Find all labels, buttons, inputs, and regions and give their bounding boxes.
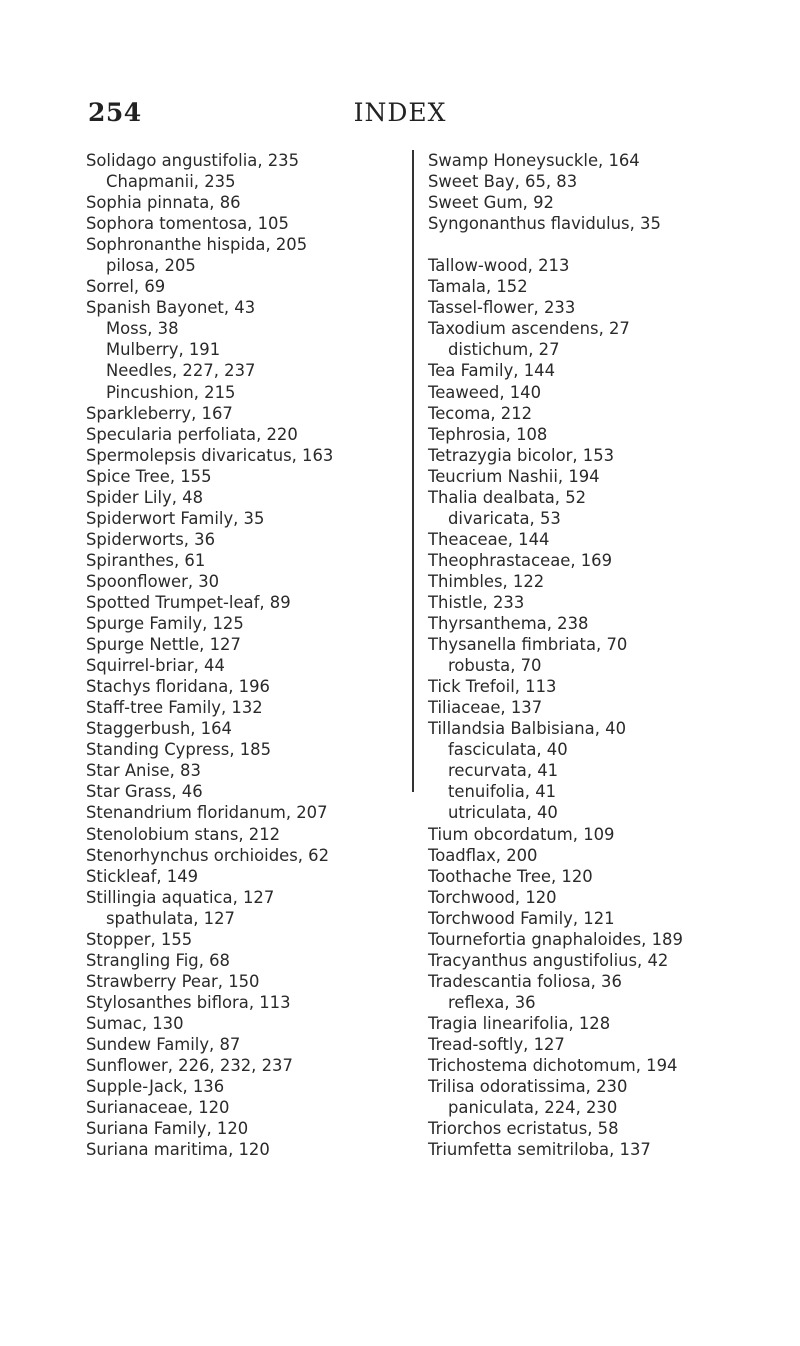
index-entry: Tium obcordatum, 109	[428, 824, 615, 844]
index-entry: Toothache Tree, 120	[428, 866, 593, 886]
index-entry: Stenolobium stans, 212	[86, 824, 281, 844]
index-entry: Tetrazygia bicolor, 153	[428, 445, 615, 465]
page-title: INDEX	[353, 98, 447, 127]
index-entry: Tragia linearifolia, 128	[428, 1013, 611, 1033]
page-number: 254	[88, 98, 142, 127]
index-column-right	[428, 150, 768, 1160]
index-entry: Theaceae, 144	[428, 529, 550, 549]
index-entry: Sparkleberry, 167	[86, 403, 233, 423]
index-entry: Tallow-wood, 213	[428, 256, 570, 276]
index-subentry: Moss, 38	[106, 319, 179, 339]
index-entry: Supple-Jack, 136	[86, 1077, 225, 1097]
index-entry: Star Anise, 83	[86, 761, 201, 781]
index-entry: Tiliaceae, 137	[428, 698, 543, 718]
index-entry: Specularia perfoliata, 220	[86, 424, 298, 444]
index-entry: Standing Cypress, 185	[86, 740, 272, 760]
index-entry: Tassel-flower, 233	[428, 298, 576, 318]
index-subentry: recurvata, 41	[448, 761, 559, 781]
index-entry: Spanish Bayonet, 43	[86, 298, 256, 318]
index-entry: Tecoma, 212	[428, 403, 533, 423]
column-divider	[412, 150, 414, 792]
index-entry: Stylosanthes biflora, 113	[86, 992, 291, 1012]
index-entry: Spotted Trumpet-leaf, 89	[86, 592, 291, 612]
index-entry: Tradescantia foliosa, 36	[428, 971, 622, 991]
index-entry: Star Grass, 46	[86, 782, 203, 802]
index-entry: Sunflower, 226, 232, 237	[86, 1056, 293, 1076]
index-entry: Suriana maritima, 120	[86, 1140, 270, 1160]
index-entry: Staff-tree Family, 132	[86, 698, 263, 718]
index-entry: Sophronanthe hispida, 205	[86, 235, 308, 255]
index-subentry: Needles, 227, 237	[106, 361, 256, 381]
index-column-left	[86, 150, 402, 1160]
index-entry: Surianaceae, 120	[86, 1098, 230, 1118]
index-subentry: spathulata, 127	[106, 908, 235, 928]
index-entry: Sumac, 130	[86, 1013, 184, 1033]
index-subentry: fasciculata, 40	[448, 740, 568, 760]
index-entry: Staggerbush, 164	[86, 719, 232, 739]
index-entry: Thysanella fimbriata, 70	[428, 635, 628, 655]
index-entry: Suriana Family, 120	[86, 1119, 249, 1139]
index-entry: Syngonanthus flavidulus, 35	[428, 214, 661, 234]
index-entry: Stopper, 155	[86, 929, 193, 949]
index-entry: Spiranthes, 61	[86, 550, 206, 570]
index-entry: Thimbles, 122	[428, 571, 545, 591]
index-entry: Tracyanthus angustifolius, 42	[428, 950, 669, 970]
index-entry: Strangling Fig, 68	[86, 950, 230, 970]
index-entry: Spurge Family, 125	[86, 614, 244, 634]
index-entry: Sundew Family, 87	[86, 1034, 241, 1054]
index-entry: Solidago angustifolia, 235	[86, 151, 300, 170]
index-entry: Tread-softly, 127	[428, 1034, 565, 1054]
index-entry: Spiderworts, 36	[86, 529, 216, 549]
index-entry: Strawberry Pear, 150	[86, 971, 260, 991]
index-entry: Tephrosia, 108	[428, 424, 548, 444]
index-entry: Trichostema dichotomum, 194	[428, 1056, 678, 1076]
index-entry: Triumfetta semitriloba, 137	[428, 1140, 651, 1160]
index-entry: Sweet Gum, 92	[428, 193, 554, 213]
index-entry: Torchwood Family, 121	[428, 908, 615, 928]
section-gap	[428, 234, 768, 255]
index-entry: Teaweed, 140	[428, 382, 542, 402]
index-entry: Tillandsia Balbisiana, 40	[428, 719, 626, 739]
index-subentry: reflexa, 36	[448, 992, 536, 1012]
index-subentry: pilosa, 205	[106, 256, 196, 276]
index-subentry: tenuifolia, 41	[448, 782, 557, 802]
index-entry: Squirrel-briar, 44	[86, 656, 225, 676]
index-entry: Sorrel, 69	[86, 277, 166, 297]
index-subentry: utriculata, 40	[448, 803, 558, 823]
index-entry: Spice Tree, 155	[86, 466, 212, 486]
index-subentry: paniculata, 224, 230	[448, 1098, 618, 1118]
index-entry: Stickleaf, 149	[86, 866, 199, 886]
index-entry: Spiderwort Family, 35	[86, 508, 265, 528]
index-entry: Sophora tomentosa, 105	[86, 214, 289, 234]
index-entry: Toadflax, 200	[428, 845, 538, 865]
index-entry: Sweet Bay, 65, 83	[428, 172, 578, 192]
index-entry: Stillingia aquatica, 127	[86, 887, 275, 907]
index-entry: Stenandrium floridanum, 207	[86, 803, 328, 823]
index-subentry: Pincushion, 215	[106, 382, 236, 402]
index-entry: Spermolepsis divaricatus, 163	[86, 445, 334, 465]
index-entry: Thyrsanthema, 238	[428, 614, 589, 634]
index-subentry: Chapmanii, 235	[106, 172, 236, 192]
page-header	[0, 98, 800, 138]
index-entry: Spider Lily, 48	[86, 487, 204, 507]
index-entry: Trilisa odoratissima, 230	[428, 1077, 628, 1097]
index-entry: Tournefortia gnaphaloides, 189	[428, 929, 683, 949]
index-entry: Triorchos ecristatus, 58	[428, 1119, 619, 1139]
index-entry: Thistle, 233	[428, 592, 525, 612]
index-entry: Swamp Honeysuckle, 164	[428, 151, 640, 170]
index-entry: Tea Family, 144	[428, 361, 556, 381]
index-subentry: Mulberry, 191	[106, 340, 221, 360]
index-subentry: robusta, 70	[448, 656, 542, 676]
index-entry: Thalia dealbata, 52	[428, 487, 587, 507]
index-entry: Spoonflower, 30	[86, 571, 220, 591]
index-entry: Theophrastaceae, 169	[428, 550, 613, 570]
index-entry: Taxodium ascendens, 27	[428, 319, 630, 339]
index-entry: Torchwood, 120	[428, 887, 557, 907]
index-subentry: divaricata, 53	[448, 508, 561, 528]
index-entry: Sophia pinnata, 86	[86, 193, 241, 213]
index-entry: Stenorhynchus orchioides, 62	[86, 845, 330, 865]
index-entry: Spurge Nettle, 127	[86, 635, 241, 655]
index-entry: Teucrium Nashii, 194	[428, 466, 600, 486]
index-subentry: distichum, 27	[448, 340, 560, 360]
index-entry: Tamala, 152	[428, 277, 528, 297]
index-entry: Stachys floridana, 196	[86, 677, 270, 697]
index-entry: Tick Trefoil, 113	[428, 677, 557, 697]
